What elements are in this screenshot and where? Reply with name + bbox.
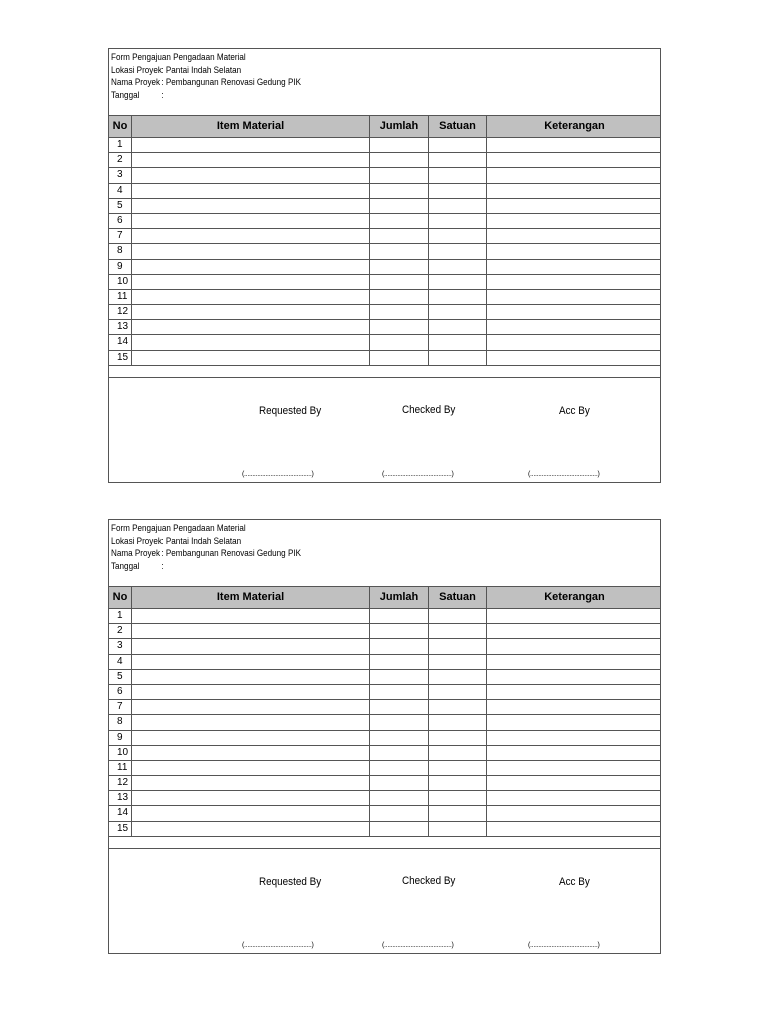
row-no-cell: 8 [117,716,123,728]
item-material-cell[interactable] [131,320,369,334]
table-row [109,670,660,685]
satuan-cell[interactable] [428,351,486,365]
requested-by-label: Requested By [259,876,322,888]
satuan-cell[interactable] [428,184,486,198]
keterangan-cell[interactable] [486,153,662,167]
satuan-cell[interactable] [428,731,486,745]
table-header-row [109,586,660,609]
form-header [111,522,301,572]
table-row [109,290,660,305]
row-no-cell: 1 [117,610,123,621]
header-field [111,76,301,89]
material-request-form [108,519,661,954]
item-material-cell[interactable] [131,731,369,745]
table-row [109,624,660,639]
header-field [111,535,301,548]
jumlah-cell[interactable] [369,335,428,349]
col-header-item-material: Item Material [131,116,369,137]
item-material-cell[interactable] [131,138,369,152]
jumlah-cell[interactable] [369,806,428,820]
keterangan-cell[interactable] [486,184,662,198]
satuan-cell[interactable] [428,199,486,213]
jumlah-cell[interactable] [369,746,428,760]
item-material-cell[interactable] [131,761,369,775]
table-row [109,275,660,290]
jumlah-cell[interactable] [369,685,428,699]
item-material-cell[interactable] [131,639,369,653]
acc-by-label: Acc By [559,405,590,417]
table-body [109,138,660,366]
table-row [109,715,660,730]
jumlah-cell[interactable] [369,229,428,243]
satuan-cell[interactable] [428,715,486,729]
keterangan-cell[interactable] [486,731,662,745]
table-row [109,776,660,791]
satuan-cell[interactable] [428,670,486,684]
keterangan-cell[interactable] [486,624,662,638]
header-field-value: : [161,560,164,571]
satuan-cell[interactable] [428,776,486,790]
jumlah-cell[interactable] [369,822,428,836]
satuan-cell[interactable] [428,168,486,182]
table-row [109,639,660,654]
checked-by-signature-line: (.........................................) [382,471,454,478]
satuan-cell[interactable] [428,138,486,152]
row-no-cell: 3 [117,640,123,652]
jumlah-cell[interactable] [369,199,428,213]
header-field-label: Lokasi Proyek [111,64,162,75]
keterangan-cell[interactable] [486,685,662,699]
item-material-cell[interactable] [131,305,369,319]
header-field-value: : [161,89,164,100]
satuan-cell[interactable] [428,229,486,243]
table-footer-spacer [109,837,660,849]
item-material-cell[interactable] [131,670,369,684]
row-no-cell: 1 [117,139,123,150]
keterangan-cell[interactable] [486,639,662,653]
table-row [109,746,660,761]
row-no-cell: 14 [117,336,129,348]
row-no-cell: 11 [117,290,128,302]
form-title: Form Pengajuan Pengadaan Material [111,523,246,533]
keterangan-cell[interactable] [486,214,662,228]
keterangan-cell[interactable] [486,199,662,213]
jumlah-cell[interactable] [369,305,428,319]
item-material-cell[interactable] [131,746,369,760]
jumlah-cell[interactable] [369,138,428,152]
keterangan-cell[interactable] [486,290,662,304]
row-no-cell: 12 [117,777,129,789]
table-row [109,806,660,821]
requested-by-signature-line: (.........................................) [242,942,314,949]
satuan-cell[interactable] [428,320,486,334]
item-material-cell[interactable] [131,806,369,820]
item-material-cell[interactable] [131,244,369,258]
col-header-item-material: Item Material [131,587,369,608]
item-material-cell[interactable] [131,275,369,289]
item-material-cell[interactable] [131,822,369,836]
header-field [111,64,301,77]
satuan-cell[interactable] [428,791,486,805]
keterangan-cell[interactable] [486,715,662,729]
col-header-satuan: Satuan [428,116,486,137]
item-material-cell[interactable] [131,199,369,213]
row-no-cell: 11 [117,761,128,773]
jumlah-cell[interactable] [369,791,428,805]
item-material-cell[interactable] [131,153,369,167]
col-header-no: No [112,120,128,132]
row-no-cell: 13 [117,321,129,333]
item-material-cell[interactable] [131,168,369,182]
header-field [111,89,301,102]
item-material-cell[interactable] [131,655,369,669]
item-material-cell[interactable] [131,214,369,228]
table-row [109,320,660,335]
table-row [109,229,660,244]
satuan-cell[interactable] [428,153,486,167]
item-material-cell[interactable] [131,776,369,790]
col-header-keterangan: Keterangan [486,587,662,608]
header-field-label: Nama Proyek [111,548,161,559]
satuan-cell[interactable] [428,214,486,228]
table-row [109,184,660,199]
acc-by-signature-line: (.........................................) [528,471,600,478]
jumlah-cell[interactable] [369,320,428,334]
satuan-cell[interactable] [428,275,486,289]
satuan-cell[interactable] [428,746,486,760]
satuan-cell[interactable] [428,335,486,349]
keterangan-cell[interactable] [486,244,662,258]
header-field [111,547,301,560]
item-material-cell[interactable] [131,229,369,243]
satuan-cell[interactable] [428,260,486,274]
col-header-jumlah: Jumlah [369,116,428,137]
keterangan-cell[interactable] [486,168,662,182]
table-body [109,609,660,837]
item-material-cell[interactable] [131,184,369,198]
header-field-value: : Pembangunan Renovasi Gedung PIK [161,77,301,88]
satuan-cell[interactable] [428,290,486,304]
keterangan-cell[interactable] [486,776,662,790]
row-no-cell: 15 [117,822,129,834]
item-material-cell[interactable] [131,609,369,623]
satuan-cell[interactable] [428,624,486,638]
row-no-cell: 13 [117,792,129,804]
row-no-cell: 15 [117,351,129,363]
row-no-cell: 6 [117,685,123,697]
table-row [109,335,660,350]
satuan-cell[interactable] [428,655,486,669]
jumlah-cell[interactable] [369,244,428,258]
jumlah-cell[interactable] [369,168,428,182]
row-no-cell: 8 [117,245,123,257]
row-no-cell: 12 [117,306,129,318]
jumlah-cell[interactable] [369,290,428,304]
satuan-cell[interactable] [428,609,486,623]
table-row [109,761,660,776]
form-title: Form Pengajuan Pengadaan Material [111,52,246,62]
jumlah-cell[interactable] [369,214,428,228]
keterangan-cell[interactable] [486,791,662,805]
jumlah-cell[interactable] [369,609,428,623]
table-row [109,791,660,806]
jumlah-cell[interactable] [369,351,428,365]
keterangan-cell[interactable] [486,305,662,319]
item-material-cell[interactable] [131,791,369,805]
satuan-cell[interactable] [428,305,486,319]
jumlah-cell[interactable] [369,670,428,684]
row-no-cell: 9 [117,731,123,743]
row-no-cell: 3 [117,169,123,181]
jumlah-cell[interactable] [369,260,428,274]
keterangan-cell[interactable] [486,806,662,820]
keterangan-cell[interactable] [486,761,662,775]
row-no-cell: 5 [117,670,123,682]
row-no-cell: 4 [117,655,123,667]
table-row [109,214,660,229]
table-row [109,609,660,624]
header-field-label: Tanggal [111,89,140,100]
header-field-label: Tanggal [111,560,140,571]
jumlah-cell[interactable] [369,639,428,653]
row-no-cell: 6 [117,214,123,226]
material-request-form [108,48,661,483]
col-header-satuan: Satuan [428,587,486,608]
requested-by-signature-line: (.........................................) [242,471,314,478]
row-no-cell: 4 [117,184,123,196]
requested-by-label: Requested By [259,405,322,417]
item-material-cell[interactable] [131,335,369,349]
header-field [111,560,301,573]
satuan-cell[interactable] [428,806,486,820]
row-no-cell: 14 [117,807,129,819]
satuan-cell[interactable] [428,761,486,775]
header-field-value: : Pantai Indah Selatan [161,64,242,75]
row-no-cell: 10 [117,275,129,287]
table-row [109,685,660,700]
item-material-cell[interactable] [131,685,369,699]
table-row [109,199,660,214]
table-row [109,244,660,259]
keterangan-cell[interactable] [486,351,662,365]
table-row [109,305,660,320]
satuan-cell[interactable] [428,822,486,836]
row-no-cell: 7 [117,701,123,713]
keterangan-cell[interactable] [486,609,662,623]
satuan-cell[interactable] [428,244,486,258]
row-no-cell: 2 [117,154,123,166]
row-no-cell: 2 [117,625,123,637]
header-field-label: Nama Proyek [111,77,161,88]
table-row [109,260,660,275]
item-material-cell[interactable] [131,351,369,365]
keterangan-cell[interactable] [486,320,662,334]
table-row [109,655,660,670]
acc-by-signature-line: (.........................................) [528,942,600,949]
table-row [109,138,660,153]
keterangan-cell[interactable] [486,670,662,684]
checked-by-signature-line: (.........................................) [382,942,454,949]
keterangan-cell[interactable] [486,260,662,274]
header-field-value: : Pembangunan Renovasi Gedung PIK [161,548,301,559]
col-header-keterangan: Keterangan [486,116,662,137]
jumlah-cell[interactable] [369,275,428,289]
table-header-row [109,115,660,138]
jumlah-cell[interactable] [369,761,428,775]
table-footer-spacer [109,366,660,378]
col-header-no: No [112,591,128,603]
jumlah-cell[interactable] [369,731,428,745]
jumlah-cell[interactable] [369,715,428,729]
keterangan-cell[interactable] [486,700,662,714]
table-row [109,351,660,366]
jumlah-cell[interactable] [369,624,428,638]
checked-by-label: Checked By [402,404,456,416]
item-material-cell[interactable] [131,700,369,714]
form-header [111,51,301,101]
col-header-jumlah: Jumlah [369,587,428,608]
keterangan-cell[interactable] [486,335,662,349]
jumlah-cell[interactable] [369,184,428,198]
table-row [109,153,660,168]
row-no-cell: 10 [117,746,129,758]
row-no-cell: 5 [117,199,123,211]
item-material-cell[interactable] [131,624,369,638]
jumlah-cell[interactable] [369,776,428,790]
row-no-cell: 7 [117,230,123,242]
jumlah-cell[interactable] [369,153,428,167]
satuan-cell[interactable] [428,685,486,699]
item-material-cell[interactable] [131,260,369,274]
row-no-cell: 9 [117,260,123,272]
checked-by-label: Checked By [402,875,456,887]
table-row [109,822,660,837]
table-row [109,168,660,183]
acc-by-label: Acc By [559,876,590,888]
satuan-cell[interactable] [428,639,486,653]
keterangan-cell[interactable] [486,746,662,760]
table-row [109,700,660,715]
keterangan-cell[interactable] [486,275,662,289]
table-row [109,731,660,746]
keterangan-cell[interactable] [486,138,662,152]
header-field-label: Lokasi Proyek [111,535,162,546]
satuan-cell[interactable] [428,700,486,714]
item-material-cell[interactable] [131,290,369,304]
keterangan-cell[interactable] [486,229,662,243]
jumlah-cell[interactable] [369,700,428,714]
keterangan-cell[interactable] [486,655,662,669]
jumlah-cell[interactable] [369,655,428,669]
keterangan-cell[interactable] [486,822,662,836]
header-field-value: : Pantai Indah Selatan [161,535,242,546]
item-material-cell[interactable] [131,715,369,729]
